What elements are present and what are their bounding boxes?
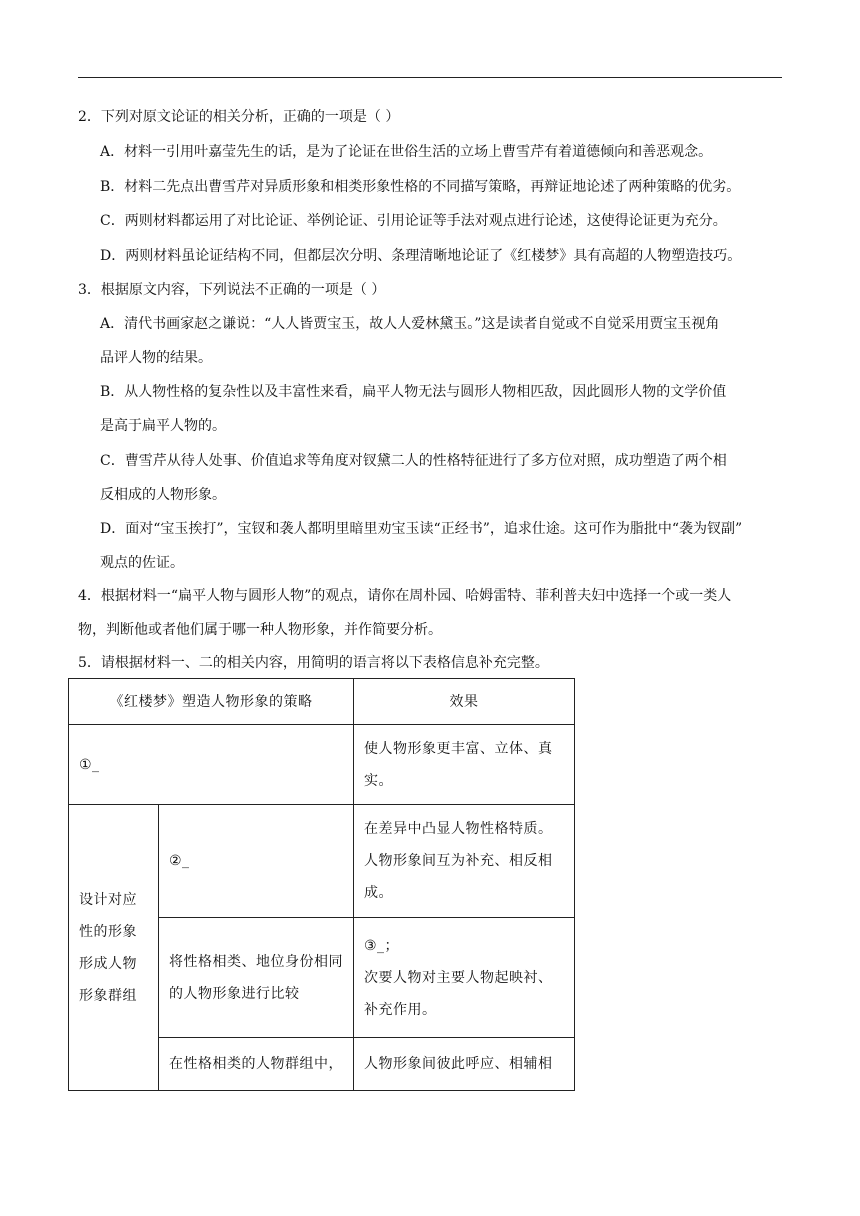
row2-effect-cell — [354, 805, 575, 918]
group-label-line: 形象群组 — [79, 987, 137, 1004]
row2-effect-line: 成。 — [364, 885, 393, 901]
question-3-option-c: C．曹雪芹从待人处事、价值追求等角度对钗黛二人的性格特征进行了多方位对照，成功塑造了两个相 — [100, 453, 727, 469]
row3-strategy-line: 将性格相类、地位身份相同 — [169, 953, 343, 970]
row1-strategy: ①_ — [79, 756, 100, 773]
strategy-table — [68, 678, 575, 1091]
table-header-row — [69, 679, 575, 725]
question-3-option-b: B．从人物性格的复杂性以及丰富性来看，扁平人物无法与圆形人物相匹敌，因此圆形人物的文学价值 — [100, 384, 727, 400]
row3-strategy-cell — [159, 918, 354, 1038]
row1-effect-line: 使人物形象更丰富、立体、真 — [364, 740, 553, 757]
question-3-option-a-cont: 品评人物的结果。 — [100, 350, 212, 366]
row4-strategy: 在性格相类的人物群组中， — [169, 1056, 343, 1072]
header-rule — [78, 77, 782, 78]
row3-effect-line: 补充作用。 — [364, 1001, 437, 1018]
question-3-option-d: D．面对“宝玉挨打”，宝钗和袭人都明里暗里劝宝玉读“正经书”，追求仕途。这可作为脂批中“袭为钗副” — [100, 521, 743, 537]
question-2-option-c: C．两则材料都运用了对比论证、举例论证、引用论证等手法对观点进行论述，这使得论证更为充分。 — [100, 213, 727, 229]
question-2-option-a: A．材料一引用叶嘉莹先生的话，是为了论证在世俗生活的立场上曹雪芹有着道德倾向和善恶观念。 — [100, 144, 713, 160]
question-4-text-cont: 物，判断他或者他们属于哪一种人物形象，并作简要分析。 — [78, 622, 442, 638]
row2-effect-line: 人物形象间互为补充、相反相 — [364, 853, 553, 869]
row3-strategy-line: 的人物形象进行比较 — [169, 985, 300, 1002]
row3-effect-line: 次要人物对主要人物起映衬、 — [364, 969, 553, 986]
question-2-stem: 2．下列对原文论证的相关分析，正确的一项是（ ） — [78, 109, 400, 125]
question-3-option-b-cont: 是高于扁平人物的。 — [100, 418, 226, 434]
question-2-option-b: B．材料二先点出曹雪芹对异质形象和相类形象性格的不同描写策略，再辩证地论述了两种策略的优劣。 — [100, 179, 741, 195]
row2-strategy: ②_ — [169, 853, 190, 869]
question-4-text: 4．根据材料一“扁平人物与圆形人物”的观点，请你在周朴园、哈姆雷特、菲利普夫妇中选择一个或一类人 — [78, 588, 732, 604]
group-label-line: 设计对应 — [79, 891, 137, 908]
row4-effect-cell — [354, 1038, 575, 1091]
row4-strategy-cell — [159, 1038, 354, 1091]
row1-effect-cell — [354, 725, 575, 805]
row2-effect-line: 在差异中凸显人物性格特质。 — [364, 821, 553, 837]
group-label-line: 形成人物 — [79, 955, 137, 972]
row4-effect: 人物形象间彼此呼应、相辅相 — [364, 1056, 553, 1072]
group-label-line: 性的形象 — [79, 923, 137, 940]
header-effect: 效果 — [354, 679, 575, 725]
row1-strategy-cell — [69, 725, 354, 805]
question-2-option-d: D．两则材料虽论证结构不同，但都层次分明、条理清晰地论证了《红楼梦》具有高超的人物塑造技巧。 — [100, 248, 742, 264]
question-3-option-a: A．清代书画家赵之谦说：“人人皆贾宝玉，故人人爱林黛玉。”这是读者自觉或不自觉采用贾宝玉视角 — [100, 316, 720, 332]
question-5-stem: 5．请根据材料一、二的相关内容，用简明的语言将以下表格信息补充完整。 — [78, 655, 549, 671]
header-strategy: 《红楼梦》塑造人物形象的策略 — [69, 679, 354, 725]
question-3-stem: 3．根据原文内容，下列说法不正确的一项是（ ） — [78, 282, 386, 298]
row3-effect-cell — [354, 918, 575, 1038]
row1-effect-line: 实。 — [364, 772, 393, 789]
table-row — [69, 725, 575, 805]
group-label-cell — [69, 805, 159, 1091]
question-3-option-d-cont: 观点的佐证。 — [100, 555, 184, 571]
row3-effect-line: ③_； — [364, 937, 400, 954]
table-row — [69, 805, 575, 918]
row2-strategy-cell — [159, 805, 354, 918]
question-3-option-c-cont: 反相成的人物形象。 — [100, 487, 226, 503]
